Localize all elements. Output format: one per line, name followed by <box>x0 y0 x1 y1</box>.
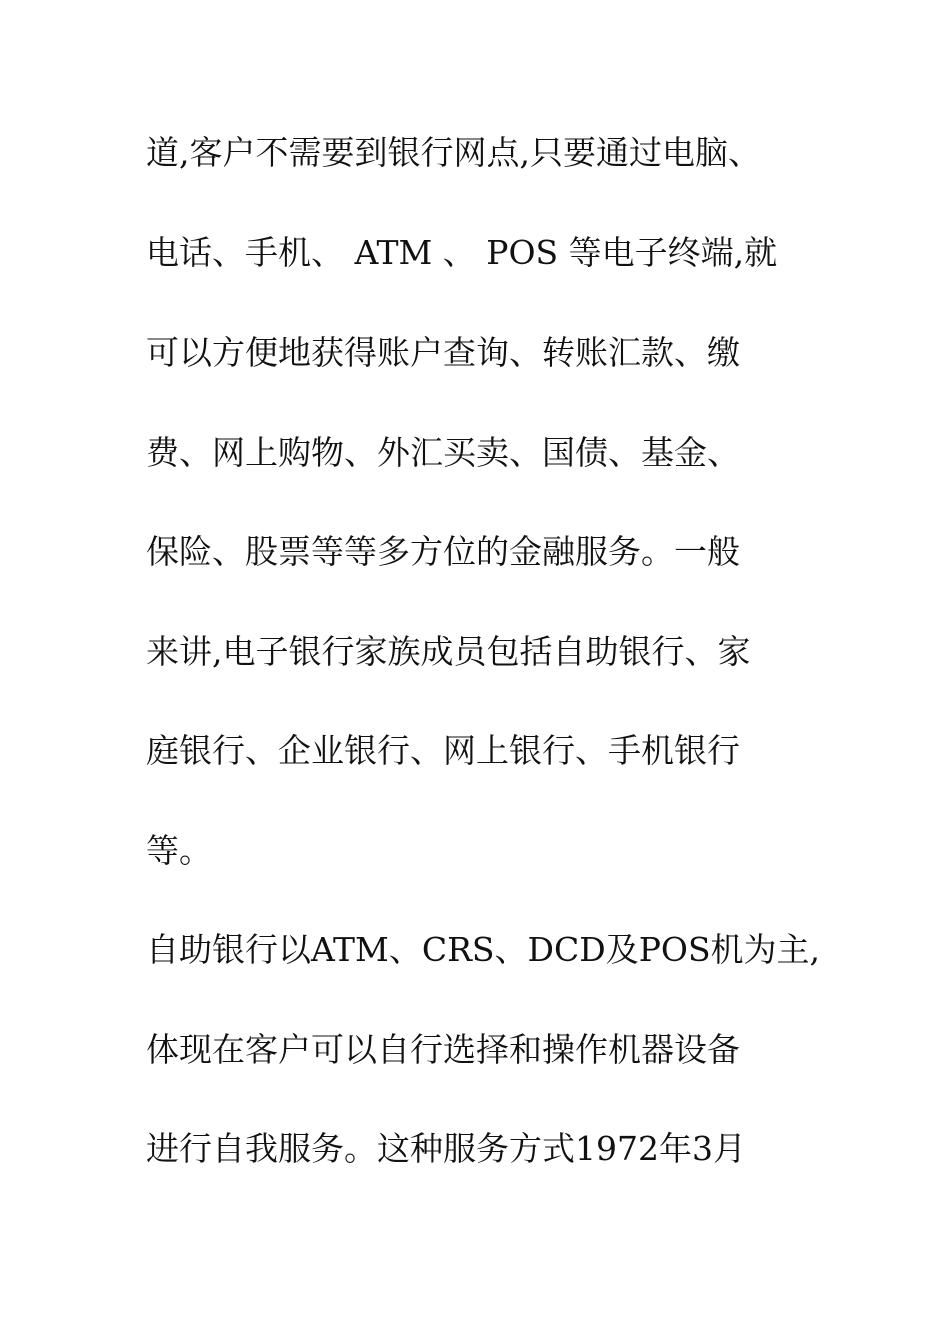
text-line: 进行自我服务。这种服务方式1972年3月 <box>146 1129 746 1168</box>
text-line: 体现在客户可以自行选择和操作机器设备 <box>146 1030 740 1069</box>
text-line: 道,客户不需要到银行网点,只要通过电脑、 <box>146 133 761 172</box>
text-line: 可以方便地获得账户查询、转账汇款、缴 <box>146 333 740 372</box>
text-line: 等。 <box>146 831 212 870</box>
text-line: 来讲,电子银行家族成员包括自助银行、家 <box>146 632 751 671</box>
text-line: 电话、手机、 ATM 、 POS 等电子终端,就 <box>146 233 778 272</box>
text-line: 自助银行以ATM、CRS、DCD及POS机为主, <box>146 930 821 969</box>
text-line: 保险、股票等等多方位的金融服务。一般 <box>146 532 740 571</box>
text-line: 费、网上购物、外汇买卖、国债、基金、 <box>146 433 740 472</box>
text-line: 庭银行、企业银行、网上银行、手机银行 <box>146 731 740 770</box>
